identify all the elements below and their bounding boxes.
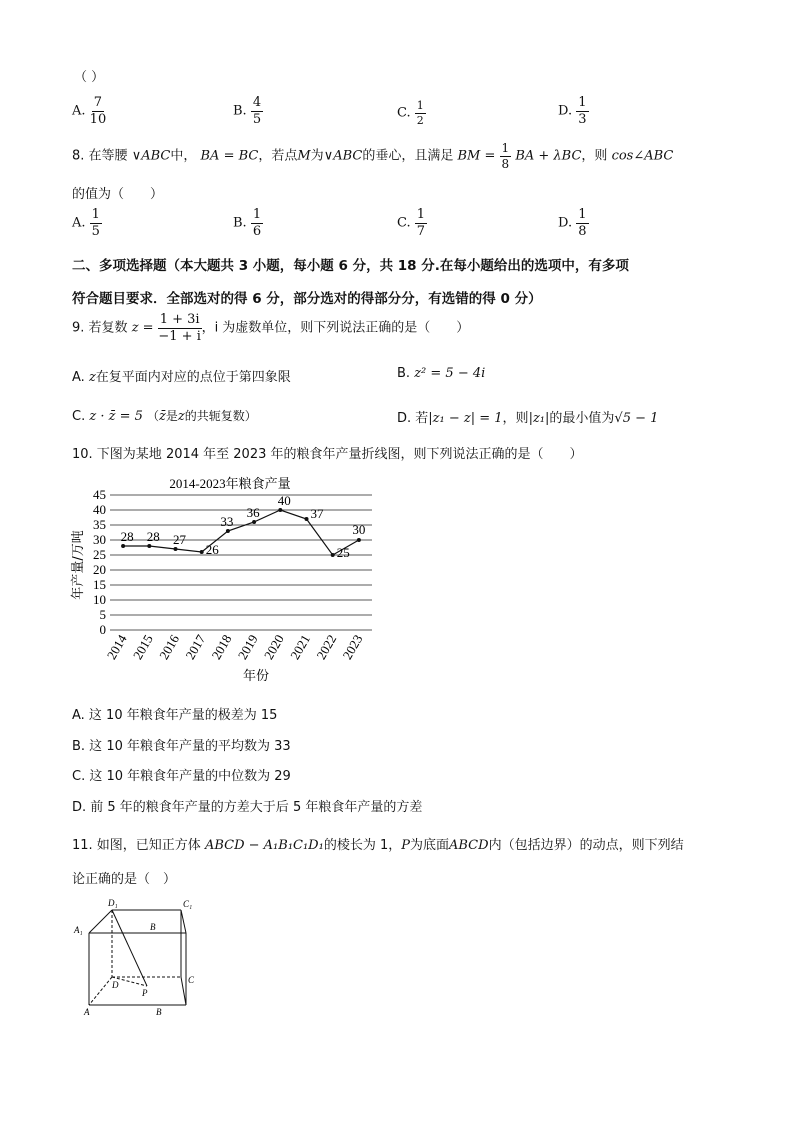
x-tick-label: 2021 — [287, 632, 314, 663]
x-tick-label: 2019 — [234, 632, 261, 663]
q7-answer-paren: （ ） — [74, 70, 105, 85]
data-label: 28 — [146, 529, 160, 544]
fraction: $\frac{1 + 3i}{-1 + i}$ — [158, 312, 201, 344]
data-label: 37 — [310, 506, 324, 521]
data-point — [226, 529, 230, 533]
q10-option-c[interactable]: C. 这 10 年粮食年产量的中位数为 29 — [72, 769, 291, 784]
option-label: C. — [397, 215, 411, 231]
option-label: A. — [72, 103, 86, 119]
fraction: $\frac{1}{8}$ — [578, 207, 587, 239]
fraction: $\frac{1}{5}$ — [91, 207, 100, 239]
x-tick-label: 2015 — [129, 632, 156, 663]
y-tick-label: 25 — [93, 547, 106, 562]
x-tick-label: 2022 — [313, 632, 340, 663]
q10-stem: 10. 下图为某地 2014 年至 2023 年的粮食年产量折线图，则下列说法正确的是（ ） — [72, 447, 583, 462]
q8-stem: 8. 在等腰 ∨ABC中， BA = BC，若点M为∨ABC的垂心，且满足 BM = $\frac{1}{8}$ BA + λBC，则 cos∠ABC — [72, 141, 674, 171]
label-D: D — [112, 980, 119, 990]
cube-figure — [72, 895, 202, 1020]
q10-option-d[interactable]: D. 前 5 年的粮食年产量的方差大于后 5 年粮食年产量的方差 — [72, 800, 423, 815]
fraction: $\frac{1}{2}$ — [416, 99, 424, 127]
data-point — [147, 544, 151, 548]
x-tick-label: 2017 — [182, 632, 209, 663]
fraction: $\frac{1}{3}$ — [578, 95, 587, 127]
q10-option-b[interactable]: B. 这 10 年粮食年产量的平均数为 33 — [72, 739, 291, 754]
q8-option-b[interactable] — [233, 208, 263, 238]
label-P: P — [142, 988, 148, 998]
option-label: D. — [558, 215, 573, 231]
x-tick-label: 2014 — [103, 632, 130, 663]
data-point — [278, 508, 282, 512]
q9-option-a[interactable]: A. z在复平面内对应的点位于第四象限 — [72, 370, 291, 385]
vector-equation: BM = — [457, 148, 496, 164]
label-D1: D₁ — [108, 898, 118, 908]
option-label: B. — [233, 103, 247, 119]
chart-grid — [110, 495, 372, 630]
q9-option-b[interactable]: B. z² = 5 − 4i — [397, 366, 486, 381]
data-label: 33 — [220, 514, 234, 529]
q11-stem-line2: 论正确的是（ ） — [72, 872, 177, 887]
fraction: $\frac{7}{10}$ — [89, 95, 107, 127]
y-tick-label: 15 — [93, 577, 106, 592]
option-label: D. — [558, 103, 573, 119]
fraction: $\frac{1}{6}$ — [252, 207, 262, 239]
option-label: A. — [72, 215, 86, 231]
y-axis-label: 年产量/万吨 — [71, 530, 86, 600]
label-A1: A₁ — [74, 925, 83, 935]
q8-option-a[interactable] — [72, 208, 102, 238]
y-tick-label: 10 — [93, 592, 106, 607]
x-tick-label: 2018 — [208, 632, 235, 663]
q9-stem: 9. 若复数 z = $\frac{1 + 3i}{-1 + i}$ ，i 为虚数单位，则下列说法正确的是（ ） — [72, 312, 470, 344]
label-B1: B — [150, 922, 156, 932]
data-label: 40 — [277, 493, 291, 508]
fraction: $\frac{1}{8}$ — [501, 141, 510, 171]
data-point — [305, 517, 309, 521]
section-heading: 二、多项选择题（本大题共 3 小题，每小题 6 分，共 18 分.在每小题给出的选项中，有多项 — [72, 258, 629, 274]
option-label: C. — [397, 105, 411, 121]
x-axis-label: 年份 — [242, 669, 270, 684]
q7-option-b[interactable] — [233, 96, 263, 126]
data-point — [357, 538, 361, 542]
fraction: $\frac{1}{7}$ — [416, 207, 426, 239]
y-tick-label: 35 — [93, 517, 106, 532]
data-point — [200, 550, 204, 554]
label-C1: C₁ — [183, 899, 193, 909]
y-tick-labels — [93, 487, 106, 637]
option-label: B. — [233, 215, 247, 231]
label-A: A — [84, 1007, 90, 1017]
data-label: 28 — [120, 529, 134, 544]
q8-stem-line2: 的值为（ ） — [72, 187, 164, 202]
data-point — [121, 544, 125, 548]
x-tick-label: 2023 — [339, 632, 366, 663]
q9-option-d[interactable]: D. 若|z₁ − z| = 1，则|z₁|的最小值为√5 − 1 — [397, 411, 659, 426]
fraction: $\frac{4}{5}$ — [252, 95, 262, 127]
section-heading-line2: 符合题目要求．全部选对的得 6 分，部分选对的得部分分，有选错的得 0 分） — [72, 291, 542, 307]
x-tick-labels — [104, 632, 366, 662]
y-tick-label: 0 — [99, 622, 106, 637]
y-tick-label: 30 — [93, 532, 106, 547]
data-label: 26 — [205, 542, 219, 557]
x-tick-label: 2020 — [260, 632, 287, 663]
q8-option-d[interactable] — [558, 208, 589, 238]
data-label: 27 — [173, 532, 186, 547]
data-label: 30 — [352, 522, 366, 537]
q7-option-a[interactable] — [72, 96, 106, 126]
y-tick-label: 45 — [93, 487, 106, 502]
y-tick-label: 5 — [99, 607, 106, 622]
q11-stem: 11. 如图，已知正方体 ABCD − A₁B₁C₁D₁的棱长为 1，P为底面ABCD内（包括边界）的动点，则下列结 — [72, 838, 684, 853]
data-label: 36 — [246, 505, 260, 520]
q7-option-d[interactable] — [558, 96, 589, 126]
x-tick-label: 2016 — [156, 632, 183, 663]
q10-option-a[interactable]: A. 这 10 年粮食年产量的极差为 15 — [72, 708, 278, 723]
line-chart — [70, 468, 390, 690]
q8-option-c[interactable] — [397, 208, 427, 238]
y-tick-label: 40 — [93, 502, 106, 517]
data-point — [252, 520, 256, 524]
y-tick-label: 20 — [93, 562, 106, 577]
data-label: 25 — [336, 545, 350, 560]
data-point — [331, 553, 335, 557]
label-C: C — [188, 975, 195, 985]
label-B: B — [156, 1007, 162, 1017]
data-point — [174, 547, 178, 551]
chart-title: 2014-2023年粮食产量 — [169, 476, 291, 491]
q9-option-c[interactable]: C. z · z̄ = 5 （z̄是z的共轭复数） — [72, 409, 257, 424]
q7-option-c[interactable] — [397, 100, 426, 126]
